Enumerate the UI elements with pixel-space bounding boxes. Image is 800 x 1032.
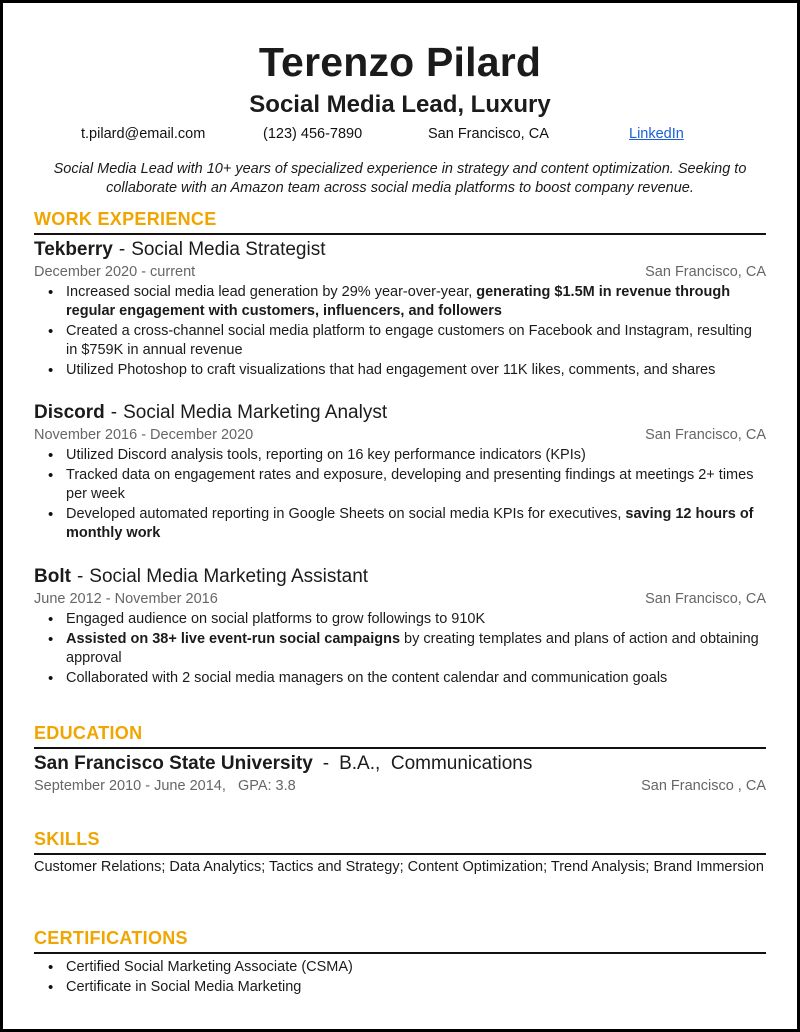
- bullet-text: Increased social media lead generation by 29% year-over-year,: [66, 284, 477, 300]
- section-title: SKILLS: [34, 829, 100, 849]
- job-location: San Francisco, CA: [645, 264, 766, 280]
- job-bullets: [34, 283, 766, 380]
- section-skills: [34, 828, 766, 855]
- degree: B.A., Communications: [339, 753, 533, 774]
- job-entry: [34, 401, 766, 544]
- section-divider: [34, 952, 766, 954]
- education-dates-gpa: September 2010 - June 2014, GPA: 3.8: [34, 778, 296, 794]
- bullet-text: Collaborated with 2 social media managers on the content calendar and communication goals: [66, 670, 668, 686]
- job-bullets: [34, 610, 766, 688]
- heading-separator: -: [118, 239, 126, 260]
- job-entry: [34, 565, 766, 689]
- bullet-text: Engaged audience on social platforms to grow followings to 910K: [66, 611, 486, 627]
- candidate-name: Terenzo Pilard: [258, 39, 542, 85]
- section-education: [34, 722, 766, 749]
- job-location: San Francisco, CA: [645, 591, 766, 607]
- certifications-list: [34, 958, 766, 998]
- section-divider: [34, 233, 766, 235]
- company-name: Discord: [34, 402, 105, 423]
- certification-item: • Certified Social Marketing Associate (CSMA): [34, 958, 766, 977]
- job-heading: [34, 238, 766, 262]
- contact-phone: (123) 456-7890: [263, 126, 363, 142]
- bullet-item: [34, 610, 766, 629]
- school-name: San Francisco State University: [34, 753, 313, 774]
- linkedin-link[interactable]: LinkedIn: [629, 126, 684, 142]
- job-role: Social Media Strategist: [131, 239, 326, 260]
- contact-location: San Francisco, CA: [428, 126, 549, 142]
- job-role: Social Media Marketing Analyst: [123, 402, 388, 423]
- bullet-bold-text: generating $1.5M in revenue through regular engagement with customers, influencers, and followers: [66, 284, 731, 319]
- bullet-item: [34, 505, 766, 543]
- candidate-title: Social Media Lead, Luxury: [249, 91, 551, 118]
- bullet-text: Utilized Discord analysis tools, reporting on 16 key performance indicators (KPIs): [66, 447, 586, 463]
- certification-bullets: [34, 958, 766, 997]
- bullet-text: Developed automated reporting in Google Sheets on social media KPIs for executives,: [66, 506, 626, 522]
- heading-separator: -: [110, 402, 118, 423]
- job-meta: [34, 590, 766, 610]
- job-dates: June 2012 - November 2016: [34, 591, 218, 607]
- section-work-experience: [34, 208, 766, 235]
- bullet-bold-text: Assisted on 38+ live event-run social campaigns: [66, 631, 401, 647]
- job-dates: November 2016 - December 2020: [34, 427, 254, 443]
- company-name: Tekberry: [34, 239, 113, 260]
- bullet-text: Tracked data on engagement rates and exposure, developing and presenting findings at meetings 2+ times per week: [66, 467, 754, 502]
- bullet-text-tail: by creating templates and plans of action and obtaining approval: [66, 631, 759, 666]
- job-dates: December 2020 - current: [34, 264, 196, 280]
- bullet-text: Utilized Photoshop to craft visualizations that had engagement over 11K likes, comments, and shares: [66, 362, 716, 378]
- bullet-item: [34, 669, 766, 688]
- contact-line: [34, 126, 766, 144]
- section-divider: [34, 853, 766, 855]
- section-divider: [34, 747, 766, 749]
- heading-separator: -: [322, 753, 330, 774]
- job-meta: [34, 263, 766, 283]
- education-meta: [34, 777, 766, 797]
- bullet-item: [34, 466, 766, 504]
- job-entry: [34, 238, 766, 381]
- bullet-item: [34, 322, 766, 360]
- company-name: Bolt: [34, 566, 71, 587]
- bullet-item: [34, 361, 766, 380]
- heading-separator: -: [76, 566, 84, 587]
- bullet-item: [34, 283, 766, 321]
- job-bullets: [34, 446, 766, 543]
- education-heading: [34, 752, 766, 776]
- certification-item: • Certificate in Social Media Marketing: [34, 978, 766, 997]
- section-title: WORK EXPERIENCE: [34, 209, 217, 229]
- contact-email: t.pilard@email.com: [81, 126, 206, 142]
- bullet-text: Created a cross-channel social media platform to engage customers on Facebook and Instagram, resulting in $759K in annual revenue: [66, 323, 752, 358]
- section-certifications: [34, 927, 766, 954]
- education-entry: [34, 752, 766, 797]
- bullet-bold-text: saving 12 hours of monthly work: [66, 506, 754, 541]
- bullet-item: [34, 630, 766, 668]
- summary: Social Media Lead with 10+ years of specialized experience in strategy and content optimization. Seeking to collaborate with an Amazon team across social media platforms to boost company revenue.: [53, 161, 747, 196]
- section-title: EDUCATION: [34, 723, 143, 743]
- section-title: CERTIFICATIONS: [34, 928, 188, 948]
- skills-list: Customer Relations; Data Analytics; Tactics and Strategy; Content Optimization; Trend Analysis; Brand Immersion: [34, 859, 764, 875]
- job-role: Social Media Marketing Assistant: [89, 566, 369, 587]
- job-heading: [34, 565, 766, 589]
- job-heading: [34, 401, 766, 425]
- bullet-item: [34, 446, 766, 465]
- job-meta: [34, 426, 766, 446]
- education-location: San Francisco , CA: [641, 778, 766, 794]
- job-location: San Francisco, CA: [645, 427, 766, 443]
